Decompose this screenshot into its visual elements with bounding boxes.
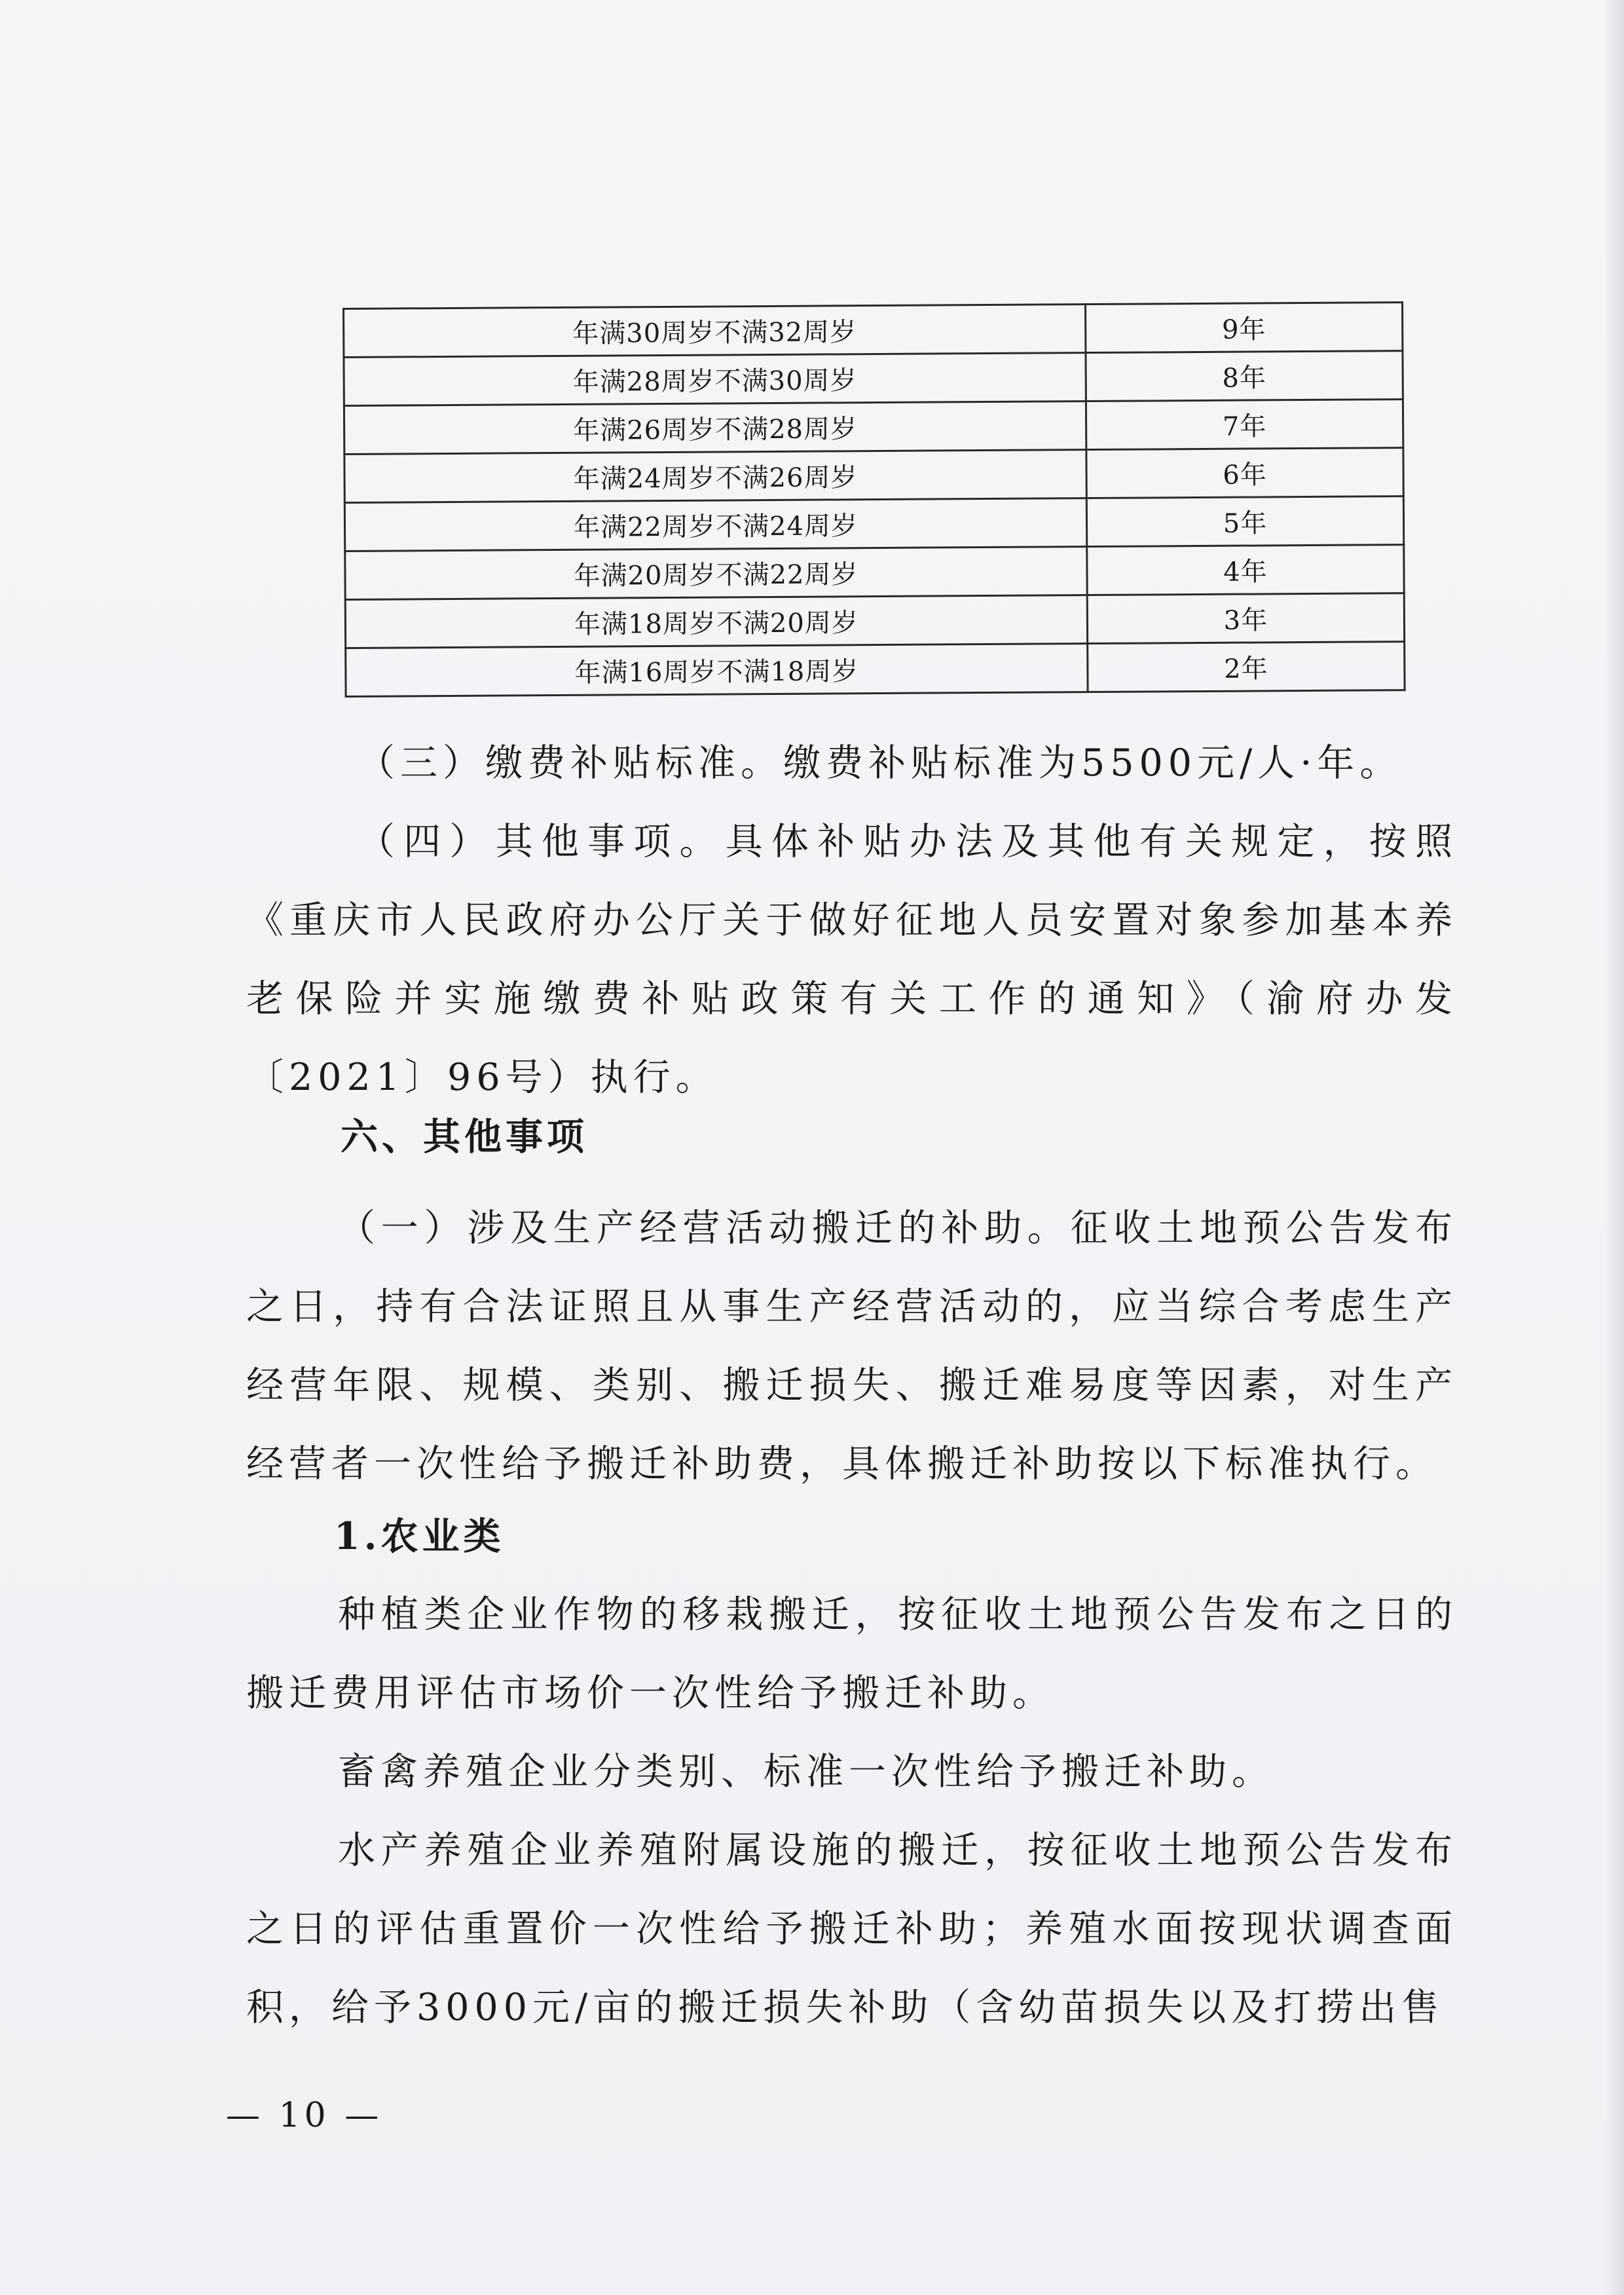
table-cell-age: 年满16周岁不满18周岁 <box>346 644 1088 697</box>
table-cell-age: 年满28周岁不满30周岁 <box>344 353 1086 406</box>
table-cell-age: 年满18周岁不满20周岁 <box>345 595 1087 648</box>
table-cell-years: 9年 <box>1085 303 1402 353</box>
table-row <box>346 642 1405 697</box>
table-row <box>344 303 1403 358</box>
table-cell-years: 6年 <box>1086 448 1403 498</box>
table-cell-age: 年满22周岁不满24周岁 <box>344 498 1086 551</box>
table-cell-years: 8年 <box>1086 351 1403 401</box>
table-row <box>344 448 1403 503</box>
table-cell-age: 年满20周岁不满22周岁 <box>345 547 1087 600</box>
table-cell-years: 5年 <box>1086 496 1403 547</box>
table-row <box>344 400 1403 455</box>
table-cell-years: 7年 <box>1086 400 1403 450</box>
paragraph-contribution-standard: （三）缴费补贴标准。缴费补贴标准为5500元/人·年。 <box>358 741 1403 785</box>
table-row <box>345 545 1404 600</box>
table-cell-years: 4年 <box>1087 545 1404 595</box>
table-cell-age: 年满26周岁不满28周岁 <box>344 401 1086 455</box>
table-row <box>344 496 1403 551</box>
table-cell-years: 3年 <box>1087 593 1404 644</box>
paragraph-planting: 种植类企业作物的移栽搬迁，按征收土地预公告发布之日的搬迁费用评估市场价一次性给予搬迁补助。 <box>246 1593 1458 1715</box>
paragraph-livestock: 畜禽养殖企业分类别、标准一次性给予搬迁补助。 <box>338 1750 1274 1793</box>
paragraph-relocation-subsidy: （一）涉及生产经营活动搬迁的补助。征收土地预公告发布之日，持有合法证照且从事生产经营活动的，应当综合考虑生产经营年限、规模、类别、搬迁损失、搬迁难易度等因素，对生产经营者一次性给予搬迁补助费，具体搬迁补助按以下标准执行。 <box>246 1206 1458 1485</box>
page-number: — 10 — <box>226 2096 383 2135</box>
page-edge <box>1606 0 1624 2295</box>
table-cell-years: 2年 <box>1088 642 1405 692</box>
paragraph-other-matters: （四）其他事项。具体补贴办法及其他有关规定，按照《重庆市人民政府办公厅关于做好征地人员安置对象参加基本养老保险并实施缴费补贴政策有关工作的通知》（渝府办发〔2021〕96号）执行。 <box>246 820 1458 1099</box>
table-row <box>344 351 1403 406</box>
paragraph-aquaculture: 水产养殖企业养殖附属设施的搬迁，按征收土地预公告发布之日的评估重置价一次性给予搬迁补助；养殖水面按现状调查面积，给予3000元/亩的搬迁损失补助（含幼苗损失以及打捞出售 <box>246 1829 1458 2029</box>
section-heading-six: 六、其他事项 <box>341 1115 588 1159</box>
table-cell-age: 年满24周岁不满26周岁 <box>344 450 1086 503</box>
table-cell-age: 年满30周岁不满32周岁 <box>344 305 1086 358</box>
table-row <box>345 593 1404 648</box>
age-years-table <box>342 301 1406 698</box>
subheading-agriculture: 1.农业类 <box>334 1514 505 1558</box>
